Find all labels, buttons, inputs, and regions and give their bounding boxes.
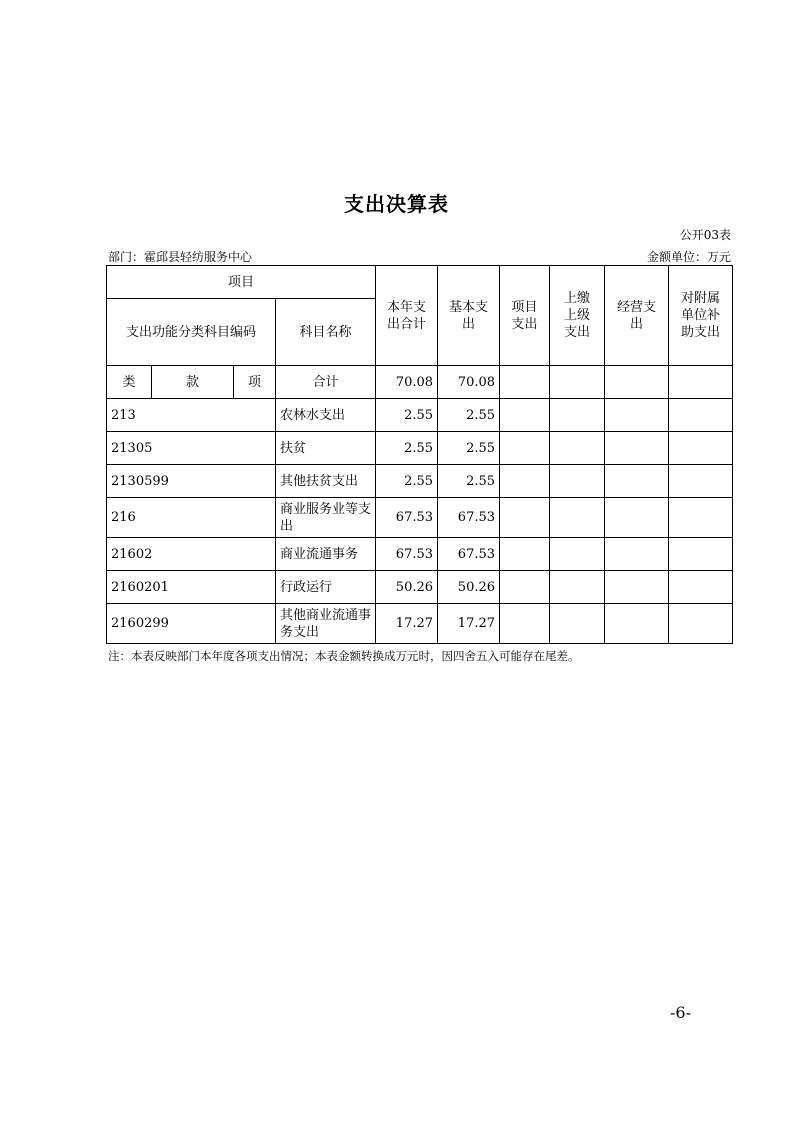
header-business-expenditure: 经营支出 <box>605 266 669 366</box>
row-name: 商业服务业等支出 <box>276 498 376 538</box>
row-total: 67.53 <box>376 538 438 571</box>
row-code: 21305 <box>107 432 276 465</box>
row-name: 行政运行 <box>276 571 376 604</box>
expenditure-table <box>106 265 733 644</box>
row-code: 216 <box>107 498 276 538</box>
header-kuan: 款 <box>152 366 234 399</box>
row-total: 50.26 <box>376 571 438 604</box>
table-row <box>107 571 733 604</box>
amount-unit-label: 金额单位：万元 <box>646 250 731 264</box>
header-total-expenditure: 本年支出合计 <box>376 266 438 366</box>
form-number: 公开03表 <box>679 228 731 242</box>
total-label: 合计 <box>276 366 376 399</box>
row-total: 67.53 <box>376 498 438 538</box>
row-name: 扶贫 <box>276 432 376 465</box>
row-total: 2.55 <box>376 399 438 432</box>
row-basic: 2.55 <box>438 399 500 432</box>
header-xiang: 项 <box>234 366 276 399</box>
row-code: 2130599 <box>107 465 276 498</box>
row-basic: 2.55 <box>438 432 500 465</box>
header-remit-upper-expenditure: 上缴上级支出 <box>550 266 605 366</box>
row-basic: 67.53 <box>438 498 500 538</box>
header-basic-expenditure: 基本支出 <box>438 266 500 366</box>
table-row <box>107 399 733 432</box>
row-name: 农林水支出 <box>276 399 376 432</box>
row-basic: 17.27 <box>438 604 500 644</box>
row-total: 17.27 <box>376 604 438 644</box>
row-basic: 50.26 <box>438 571 500 604</box>
table-row <box>107 465 733 498</box>
row-code: 213 <box>107 399 276 432</box>
row-total: 2.55 <box>376 465 438 498</box>
header-name-label: 科目名称 <box>276 299 376 366</box>
row-total: 2.55 <box>376 432 438 465</box>
row-code: 2160201 <box>107 571 276 604</box>
header-subsidy-expenditure: 对附属单位补助支出 <box>669 266 733 366</box>
row-code: 2160299 <box>107 604 276 644</box>
header-item: 项目 <box>107 266 376 299</box>
total-value: 70.08 <box>376 366 438 399</box>
row-name: 其他扶贫支出 <box>276 465 376 498</box>
row-basic: 2.55 <box>438 465 500 498</box>
table-note: 注：本表反映部门本年度各项支出情况；本表金额转换成万元时，因四舍五入可能存在尾差。 <box>108 649 580 663</box>
row-code: 21602 <box>107 538 276 571</box>
page-number: -6- <box>670 1003 691 1022</box>
table-row <box>107 538 733 571</box>
header-project-expenditure: 项目支出 <box>500 266 550 366</box>
row-name: 其他商业流通事务支出 <box>276 604 376 644</box>
header-code-label: 支出功能分类科目编码 <box>107 299 276 366</box>
table-row <box>107 498 733 538</box>
row-name: 商业流通事务 <box>276 538 376 571</box>
row-basic: 67.53 <box>438 538 500 571</box>
department-label: 部门：霍邱县轻纺服务中心 <box>108 250 253 264</box>
table-row <box>107 432 733 465</box>
header-lei: 类 <box>107 366 152 399</box>
page-title: 支出决算表 <box>344 192 449 216</box>
total-basic-value: 70.08 <box>438 366 500 399</box>
table-row <box>107 604 733 644</box>
